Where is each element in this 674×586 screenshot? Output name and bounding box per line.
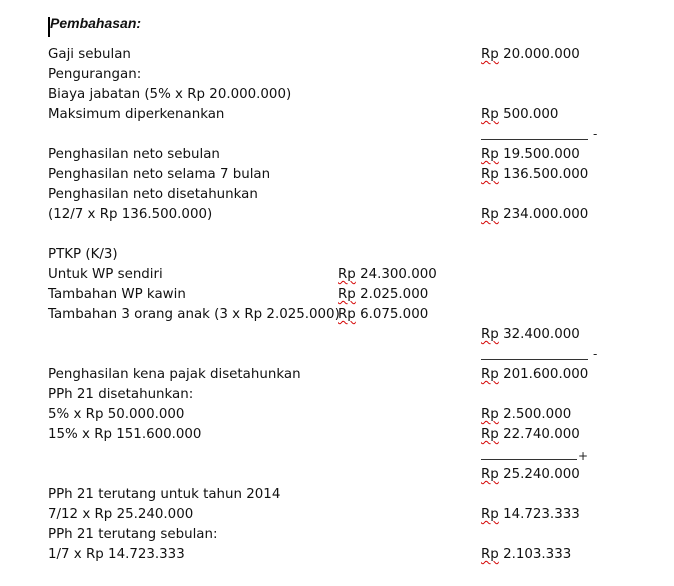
currency-rp: Rp (481, 167, 499, 182)
amount-value: 136.500.000 (503, 167, 589, 182)
subtotal-rule-1 (481, 139, 588, 140)
currency-rp: Rp (338, 287, 356, 302)
row-label-sebulan-formula: 1/7 x Rp 14.723.333 (48, 547, 185, 562)
row-amount-wp-kawin (338, 285, 428, 305)
currency-rp: Rp (481, 507, 499, 522)
amount-value: 201.600.000 (503, 367, 589, 382)
row-label-anak: Tambahan 3 orang anak (3 x Rp 2.025.000) (48, 307, 340, 322)
row-amount-neto-sebulan (481, 145, 580, 165)
minus-operator-2: - (593, 347, 598, 361)
row-label-pkp: Penghasilan kena pajak disetahunkan (48, 367, 301, 382)
currency-rp: Rp (481, 207, 499, 222)
row-amount-maksimum (481, 105, 558, 125)
currency-rp: Rp (481, 427, 499, 442)
row-label-pph-disetahunkan: PPh 21 disetahunkan: (48, 387, 194, 402)
row-label-ptkp: PTKP (K/3) (48, 247, 118, 262)
row-label-wp-sendiri: Untuk WP sendiri (48, 267, 163, 282)
row-amount-wp-sendiri (338, 265, 437, 285)
row-label-terutang-formula: 7/12 x Rp 25.240.000 (48, 507, 194, 522)
row-amount-sebulan-formula (481, 545, 571, 565)
amount-value: 2.500.000 (503, 407, 572, 422)
row-amount-ptkp-total (481, 325, 580, 345)
currency-rp: Rp (481, 407, 499, 422)
currency-rp: Rp (481, 547, 499, 562)
row-label-wp-kawin: Tambahan WP kawin (48, 287, 186, 302)
amount-value: 6.075.000 (360, 307, 429, 322)
amount-value: 20.000.000 (503, 47, 580, 62)
row-label-neto-7-bulan: Penghasilan neto selama 7 bulan (48, 167, 271, 182)
currency-rp: Rp (338, 267, 356, 282)
amount-value: 24.300.000 (360, 267, 437, 282)
currency-rp: Rp (481, 467, 499, 482)
row-label-terutang-sebulan: PPh 21 terutang sebulan: (48, 527, 218, 542)
amount-value: 14.723.333 (503, 507, 580, 522)
amount-value: 22.740.000 (503, 427, 580, 442)
row-label-maksimum: Maksimum diperkenankan (48, 107, 225, 122)
currency-rp: Rp (481, 107, 499, 122)
subtotal-rule-2 (481, 359, 588, 360)
row-amount-anak (338, 305, 428, 325)
currency-rp: Rp (481, 147, 499, 162)
row-amount-neto-formula (481, 205, 588, 225)
amount-value: 234.000.000 (503, 207, 589, 222)
row-label-terutang-2014: PPh 21 terutang untuk tahun 2014 (48, 487, 281, 502)
amount-value: 19.500.000 (503, 147, 580, 162)
amount-value: 32.400.000 (503, 327, 580, 342)
row-amount-tarif-5 (481, 405, 571, 425)
row-label-biaya-jabatan: Biaya jabatan (5% x Rp 20.000.000) (48, 87, 292, 102)
row-amount-terutang-formula (481, 505, 580, 525)
amount-value: 500.000 (503, 107, 559, 122)
amount-value: 2.103.333 (503, 547, 572, 562)
row-amount-tarif-15 (481, 425, 580, 445)
amount-value: 2.025.000 (360, 287, 429, 302)
plus-operator: + (578, 449, 589, 463)
row-label-neto-sebulan: Penghasilan neto sebulan (48, 147, 220, 162)
row-label-tarif-15: 15% x Rp 151.600.000 (48, 427, 202, 442)
row-amount-neto-7-bulan (481, 165, 588, 185)
row-label-tarif-5: 5% x Rp 50.000.000 (48, 407, 185, 422)
row-label-neto-formula: (12/7 x Rp 136.500.000) (48, 207, 213, 222)
row-label-pengurangan: Pengurangan: (48, 67, 142, 82)
row-amount-gaji (481, 45, 580, 65)
row-label-gaji: Gaji sebulan (48, 47, 131, 62)
currency-rp: Rp (338, 307, 356, 322)
row-amount-pph-total (481, 465, 580, 485)
subtotal-rule-3 (481, 459, 577, 460)
currency-rp: Rp (481, 47, 499, 62)
page-heading: Pembahasan: (50, 15, 142, 31)
currency-rp: Rp (481, 327, 499, 342)
currency-rp: Rp (481, 367, 499, 382)
amount-value: 25.240.000 (503, 467, 580, 482)
minus-operator-1: - (593, 127, 598, 141)
row-amount-pkp (481, 365, 588, 385)
row-label-neto-disetahunkan: Penghasilan neto disetahunkan (48, 187, 258, 202)
